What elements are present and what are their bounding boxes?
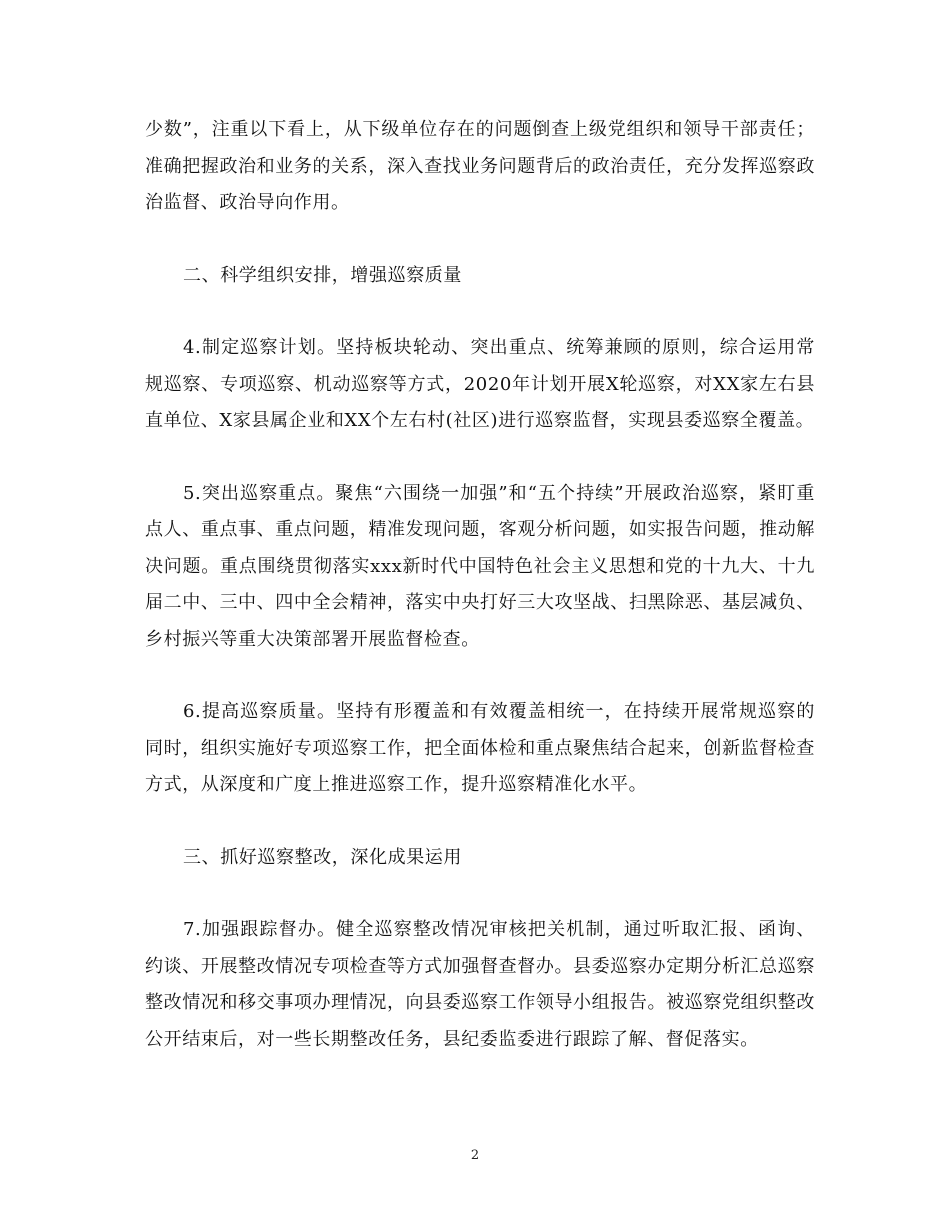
paragraph-item-4: 4.制定巡察计划。坚持板块轮动、突出重点、统筹兼顾的原则，综合运用常规巡察、专项巡察、机动巡察等方式，2020年计划开展X轮巡察，对XX家左右县直单位、X家县属企业和XX个左右村(社区)进行巡察监督，实现县委巡察全覆盖。 (145, 337, 815, 431)
section-heading-2: 二、科学组织安排，增强巡察质量 (183, 264, 462, 286)
page-number: 2 (470, 1148, 480, 1163)
paragraph-item-7: 7.加强跟踪督办。健全巡察整改情况审核把关机制，通过听取汇报、函询、约谈、开展整改情况专项检查等方式加强督查督办。县委巡察办定期分析汇总巡察整改情况和移交事项办理情况，向县委巡察工作领导小组报告。被巡察党组织整改公开结束后，对一些长期整改任务，县纪委监委进行跟踪了解、督促落实。 (145, 919, 815, 1050)
section-heading-3: 三、抓好巡察整改，深化成果运用 (183, 846, 462, 868)
paragraph-item-6: 6.提高巡察质量。坚持有形覆盖和有效覆盖相统一，在持续开展常规巡察的同时，组织实施好专项巡察工作，把全面体检和重点聚焦结合起来，创新监督检查方式，从深度和广度上推进巡察工作，提升巡察精准化水平。 (145, 701, 815, 795)
paragraph-item-5: 5.突出巡察重点。聚焦“六围绕一加强”和“五个持续”开展政治巡察，紧盯重点人、重点事、重点问题，精准发现问题，客观分析问题，如实报告问题，推动解决问题。重点围绕贯彻落实xxx新时代中国特色社会主义思想和党的十九大、十九届二中、三中、四中全会精神，落实中央打好三大攻坚战、扫黑除恶、基层减负、乡村振兴等重大决策部署开展监督检查。 (145, 482, 815, 650)
paragraph-continuation: 少数”，注重以下看上，从下级单位存在的问题倒查上级党组织和领导干部责任；准确把握政治和业务的关系，深入查找业务问题背后的政治责任，充分发挥巡察政治监督、政治导向作用。 (145, 119, 815, 213)
document-body (145, 112, 815, 1058)
